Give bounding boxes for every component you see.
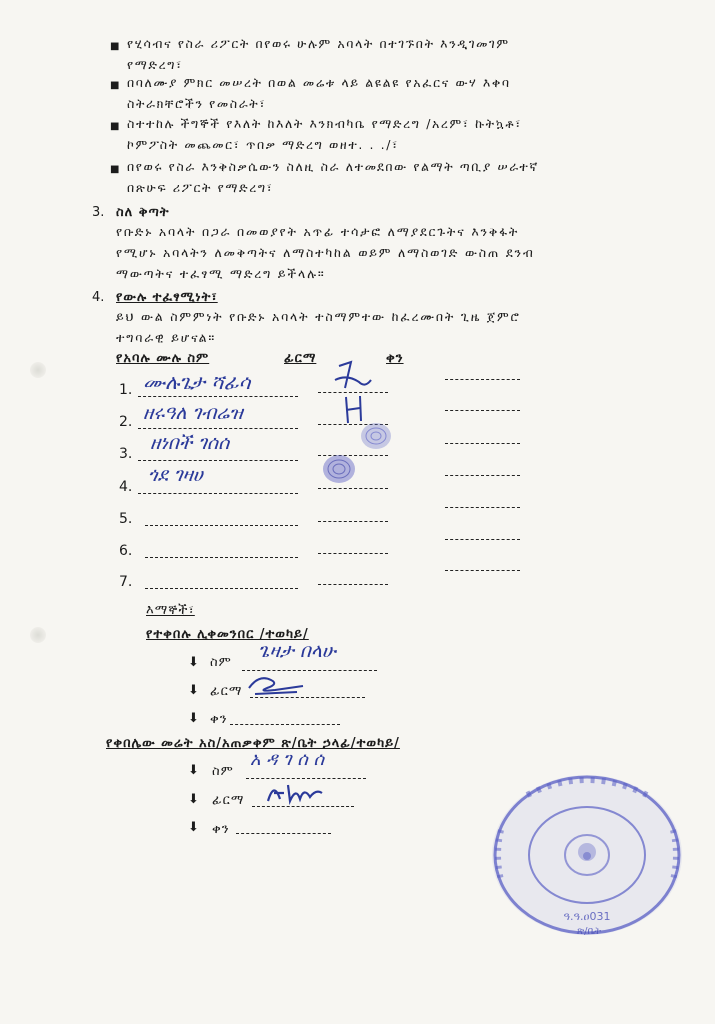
arrow-down-icon: ⬇	[188, 820, 199, 835]
date-line	[445, 507, 520, 508]
arrow-down-icon: ⬇	[188, 655, 199, 670]
signature-line	[318, 488, 388, 489]
bullet-icon: ■	[110, 121, 120, 132]
section-3-line: የሚሆኑ አባላትን ለመቅጣትና ለማስተካከል ወይም ለማስወገድ ውስጠ ደንብ	[116, 245, 535, 260]
receiver-title: የተቀበሉ ሊቀመንበር /ተወካይ/	[146, 627, 309, 642]
arrow-down-icon: ⬇	[188, 763, 199, 778]
row-number: 1.	[119, 382, 133, 398]
column-header-date: ቀን	[386, 351, 404, 366]
arrow-down-icon: ⬇	[188, 683, 199, 698]
bullet-4-line2: በጽሁፍ ሪፖርት የማድረግ፣	[127, 180, 274, 195]
name-line	[145, 588, 298, 589]
fingerprint-icon	[320, 452, 358, 486]
receiver-signature-label: ፊርማ	[210, 684, 243, 699]
date-line	[445, 410, 520, 411]
section-4-number: 4.	[92, 290, 105, 305]
bullet-2-line1: በባለሙያ ምክር መሠረት በወል መሬቱ ላይ ልዩልዩ የአፈርና ውሃ እቀባ	[127, 75, 511, 90]
office-title: የቀበሌው መሬት አስ/አጠቃቀም ጽ/ቤት ኃላፊ/ተወካይ/	[106, 736, 400, 751]
receiver-name-value: ጌዛታ በላሁ	[258, 640, 336, 662]
bullet-icon: ■	[110, 164, 120, 175]
arrow-down-icon: ⬇	[188, 711, 199, 726]
receiver-signature-mark	[245, 670, 310, 698]
column-header-signature: ፊርማ	[284, 351, 317, 366]
office-date-label: ቀን	[212, 822, 230, 837]
date-line	[445, 379, 520, 380]
section-3-line: የቡድኑ አባላት በጋራ በመወያየት አጥፊ ተሳታፎ ለማያደርጉትና እንቅፋት	[116, 224, 520, 239]
name-line	[145, 525, 298, 526]
office-date-line	[236, 833, 331, 834]
bullet-3-line1: ስተተከሉ ችግኞች የእለት ከእለት እንክብካቤ የማድረግ /አረም፣ ኩትኳቶ፣	[127, 116, 522, 131]
official-stamp	[487, 770, 687, 940]
signature-line	[318, 584, 388, 585]
date-line	[445, 539, 520, 540]
arrow-down-icon: ⬇	[188, 792, 199, 807]
row-number: 3.	[119, 446, 133, 462]
name-line	[145, 557, 298, 558]
row-number: 4.	[119, 479, 133, 495]
name-line	[138, 460, 298, 461]
row-number: 2.	[119, 414, 133, 430]
name-line	[138, 428, 298, 429]
date-line	[445, 475, 520, 476]
bullet-2-line2: ስትራክቸሮችን የመስራት፣	[127, 96, 267, 111]
bullet-1-line2: የማድረግ፣	[127, 57, 183, 72]
receiver-date-label: ቀን	[210, 712, 228, 727]
bullet-icon: ■	[110, 80, 120, 91]
punch-hole-top	[30, 362, 46, 378]
receiver-date-line	[230, 724, 340, 725]
column-header-name: የአባሉ ሙሉ ስም	[116, 351, 210, 366]
member-name-4: ጎደ ገዛሀ	[148, 464, 203, 486]
section-4-title: የውሉ ተፈፃሚነት፣	[116, 290, 218, 305]
section-4-line: ይህ ውል ስምምነት የቡድኑ አባላት ተስማምተው ከፈረሙበት ጊዜ ጀምሮ	[116, 309, 521, 324]
signature-line	[318, 553, 388, 554]
punch-hole-bottom	[30, 627, 46, 643]
office-signature-label: ፊርማ	[212, 793, 245, 808]
signature-line	[318, 521, 388, 522]
office-name-label: ስም	[212, 764, 234, 779]
receiver-name-label: ስም	[210, 655, 232, 670]
row-number: 6.	[119, 543, 133, 559]
fingerprint-icon	[358, 420, 394, 452]
office-signature-mark	[262, 775, 332, 809]
member-name-1: ሙሉጌታ ሻፊሳ	[143, 370, 251, 394]
member-name-3: ዘነበች ገሰሰ	[150, 432, 230, 454]
name-line	[138, 396, 298, 397]
row-number: 5.	[119, 511, 133, 527]
row-number: 7.	[119, 574, 133, 590]
date-line	[445, 443, 520, 444]
stamp-bottom-text: ዓ.ዓ.ዐ031	[563, 910, 611, 923]
member-name-2: ዘሩዓለ ገብሬዝ	[143, 402, 243, 424]
name-line	[138, 493, 298, 494]
signature-mark-1	[325, 358, 380, 398]
office-name-value: አ ዳ ገ ሰ ሰ	[250, 749, 325, 770]
bullet-icon: ■	[110, 41, 120, 52]
section-3-line: ማውጣትና ተፈፃሚ ማድረግ ይችላሉ።	[116, 266, 326, 281]
witnesses-title: እማኞች፣	[146, 603, 195, 618]
section-3-number: 3.	[92, 205, 105, 220]
bullet-1-line1: የሂሳብና የስራ ሪፖርት በየወሩ ሁሉም አባላት በተገኙበት እንዲገመገም	[127, 36, 510, 51]
bullet-4-line1: በየወሩ የስራ እንቅስቃሴውን ስለዚ ስራ ለተመደበው የልማት ጣቢያ ሠራተኛ	[127, 159, 539, 174]
date-line	[445, 570, 520, 571]
bullet-3-line2: ኮምፖስት መጨመር፣ ጥበቃ ማድረግ ወዘተ. . ./፣	[127, 137, 399, 152]
section-3-title: ስለ ቅጣት	[116, 205, 170, 220]
stamp-bottom-line: ጽ/ቤት	[576, 926, 602, 937]
section-4-line: ተግባራዊ ይሆናል።	[116, 330, 216, 345]
